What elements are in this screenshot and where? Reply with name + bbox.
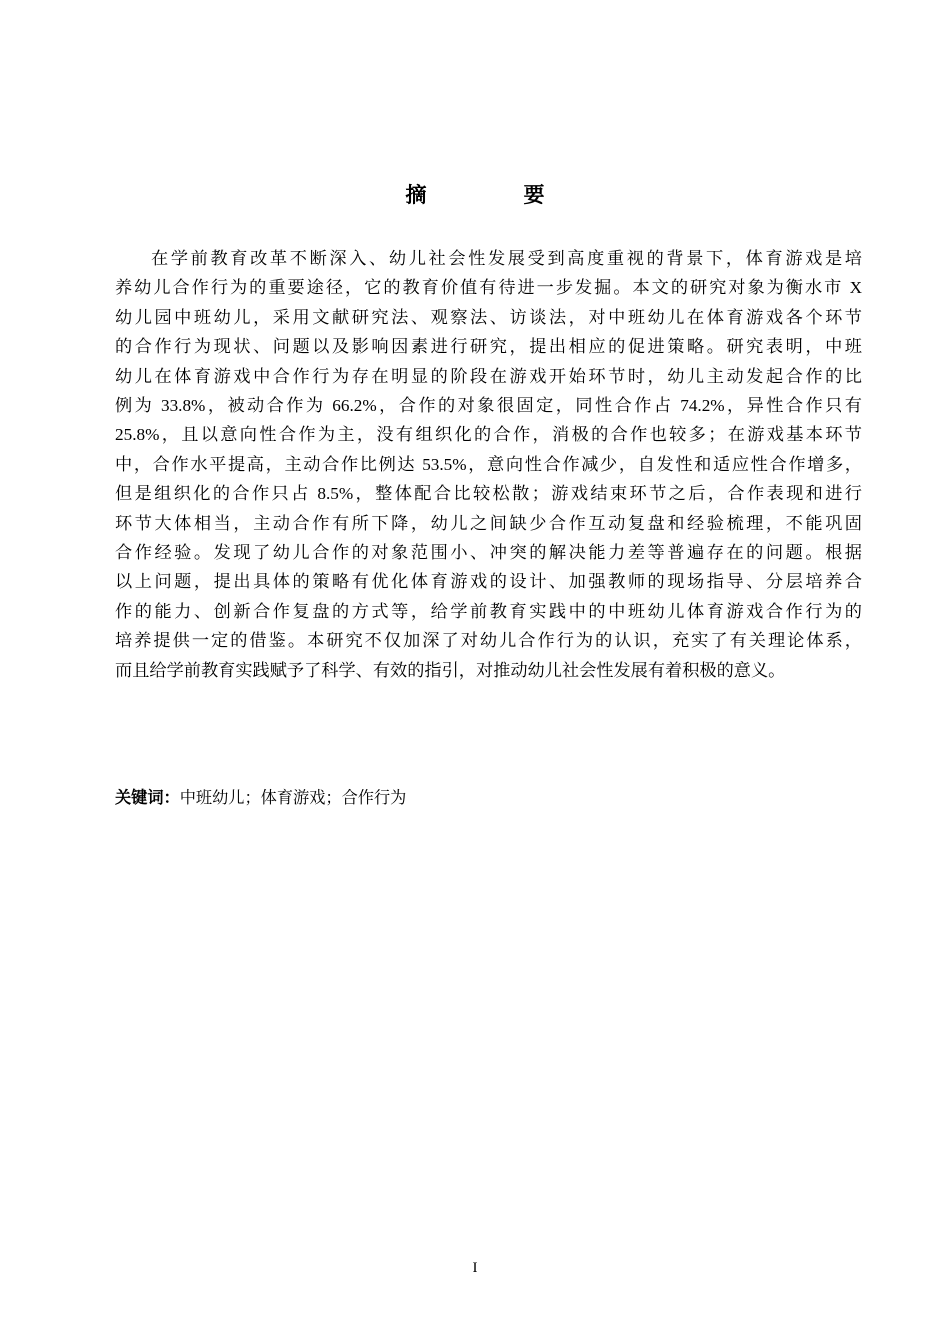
keywords-label: 关键词：	[115, 788, 180, 807]
abstract-body	[115, 244, 862, 685]
abstract-line: 例为 33.8%，被动合作为 66.2%，合作的对象很固定，同性合作占 74.2%，异性合作只有	[115, 396, 862, 416]
abstract-line: 25.8%，且以意向性合作为主，没有组织化的合作，消极的合作也较多；在游戏基本环节	[115, 425, 862, 445]
abstract-line: 环节大体相当，主动合作有所下降，幼儿之间缺少合作互动复盘和经验梳理，不能巩固	[115, 513, 862, 533]
abstract-line: 作的能力、创新合作复盘的方式等，给学前教育实践中的中班幼儿体育游戏合作行为的	[115, 601, 862, 621]
abstract-line: 合作经验。发现了幼儿合作的对象范围小、冲突的解决能力差等普遍存在的问题。根据	[115, 543, 862, 563]
abstract-line: 但是组织化的合作只占 8.5%，整体配合比较松散；游戏结束环节之后，合作表现和进行	[115, 484, 862, 504]
abstract-line: 幼儿园中班幼儿，采用文献研究法、观察法、访谈法，对中班幼儿在体育游戏各个环节	[115, 307, 862, 327]
keywords-text: 中班幼儿；体育游戏；合作行为	[179, 788, 407, 807]
abstract-line: 的合作行为现状、问题以及影响因素进行研究，提出相应的促进策略。研究表明，中班	[115, 337, 862, 357]
abstract-line: 培养提供一定的借鉴。本研究不仅加深了对幼儿合作行为的认识，充实了有关理论体系，	[115, 631, 862, 651]
keywords	[115, 784, 406, 812]
abstract-line: 幼儿在体育游戏中合作行为存在明显的阶段在游戏开始环节时，幼儿主动发起合作的比	[115, 366, 862, 386]
abstract-line: 养幼儿合作行为的重要途径，它的教育价值有待进一步发掘。本文的研究对象为衡水市 X	[115, 278, 862, 298]
abstract-line: 在学前教育改革不断深入、幼儿社会性发展受到高度重视的背景下，体育游戏是培	[151, 249, 862, 268]
abstract-line: 中，合作水平提高，主动合作比例达 53.5%，意向性合作减少，自发性和适应性合作增多，	[115, 454, 862, 474]
abstract-title: 摘 要	[405, 183, 583, 207]
abstract-line: 以上问题，提出具体的策略有优化体育游戏的设计、加强教师的现场指导、分层培养合	[115, 572, 862, 592]
page-number: I	[472, 1260, 478, 1276]
abstract-line: 而且给学前教育实践赋予了科学、有效的指引，对推动幼儿社会性发展有着积极的意义。	[115, 660, 786, 680]
